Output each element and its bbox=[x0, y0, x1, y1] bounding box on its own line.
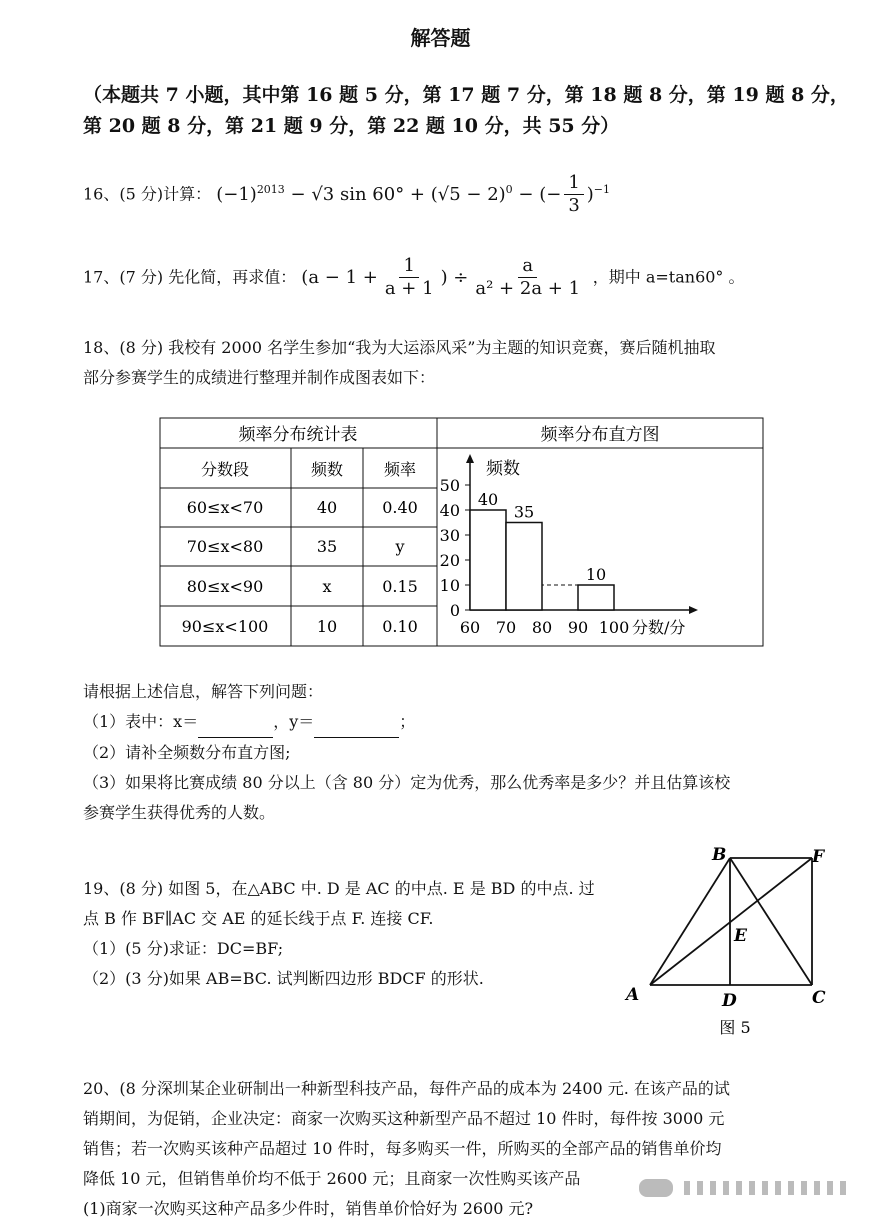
table-cell: y bbox=[395, 537, 405, 556]
answer-blank-x[interactable] bbox=[198, 707, 273, 738]
question-16 bbox=[83, 172, 610, 217]
y-tick-label: 0 bbox=[449, 601, 460, 620]
y-tick-label: 20 bbox=[439, 551, 460, 570]
label-f: F bbox=[812, 847, 825, 867]
expr-part: ) ÷ bbox=[440, 266, 469, 288]
question-19-sub2: （2）(3 分)如果 AB=BC. 试判断四边形 BDCF 的形状. bbox=[83, 969, 484, 988]
segment-af bbox=[650, 858, 812, 985]
fraction-numerator: a bbox=[518, 255, 537, 278]
sub1-x-label: （1）表中：x＝ bbox=[83, 712, 199, 731]
question-20-line2: 销期间，为促销，企业决定：商家一次购买这种新型产品不超过 10 件时，每件按 3000 元 bbox=[83, 1109, 725, 1128]
fraction bbox=[564, 172, 583, 217]
geometry-figure-5 bbox=[620, 840, 850, 1045]
table-title: 频率分布统计表 bbox=[238, 425, 358, 445]
question-19 bbox=[83, 874, 653, 994]
figure-caption: 图 5 bbox=[719, 1018, 751, 1037]
fraction-numerator: 1 bbox=[564, 172, 583, 195]
histogram-bar bbox=[470, 510, 506, 610]
question-19-line1: 19、(8 分) 如图 5，在△ABC 中. D 是 AC 的中点. E 是 BD 的中点. 过 bbox=[83, 879, 595, 898]
sub1-y-label: ，y＝ bbox=[273, 712, 315, 731]
table-cell: 0.10 bbox=[382, 617, 418, 636]
fraction-denominator: a² + 2a + 1 bbox=[475, 278, 581, 299]
table-cell: 35 bbox=[316, 537, 338, 556]
question-18-sub1 bbox=[83, 707, 863, 738]
question-17-label: 17、(7 分) 先化简，再求值： bbox=[83, 267, 297, 287]
question-19-sub1: （1）(5 分)求证：DC=BF; bbox=[83, 939, 284, 958]
expr-exponent: 0 bbox=[505, 182, 513, 196]
table-cell: 80≤x<90 bbox=[186, 577, 264, 596]
question-20-line3: 销售；若一次购买该种产品超过 10 件时，每多购买一件，所购买的全部产品的销售单价均 bbox=[83, 1139, 722, 1158]
x-tick-label: 90 bbox=[567, 618, 589, 637]
segment-bc bbox=[730, 858, 812, 985]
question-17-expression bbox=[301, 255, 592, 299]
table-cell: x bbox=[322, 577, 332, 596]
question-18-stem bbox=[83, 333, 863, 393]
question-17-tail: ，期中 a=tan60° 。 bbox=[592, 267, 745, 287]
table-cell: 10 bbox=[316, 617, 338, 636]
table-cell: 0.15 bbox=[382, 577, 418, 596]
section-title: 解答题 bbox=[410, 26, 471, 50]
y-tick-label: 10 bbox=[439, 576, 460, 595]
fraction-numerator: 1 bbox=[399, 255, 418, 278]
y-axis-label: 频数 bbox=[486, 459, 520, 479]
sub1-end: ； bbox=[399, 712, 416, 731]
table-cell: 40 bbox=[316, 498, 338, 517]
question-18-line1: 18、(8 分) 我校有 2000 名学生参加“我为大运添风采”为主题的知识竞赛，赛后随机抽取 bbox=[83, 338, 716, 357]
y-tick-label: 50 bbox=[439, 476, 460, 495]
question-20-line4: 降低 10 元，但销售单价均不低于 2600 元；且商家一次性购买该产品 bbox=[83, 1169, 581, 1188]
y-tick-label: 30 bbox=[439, 526, 460, 545]
bar-value-label: 40 bbox=[477, 490, 499, 509]
table-header-score: 分数段 bbox=[200, 460, 250, 479]
question-18-sub3-line2: 参赛学生获得优秀的人数。 bbox=[83, 803, 276, 822]
label-d: D bbox=[722, 991, 737, 1011]
expr-exponent: 2013 bbox=[256, 182, 285, 196]
x-tick-label: 70 bbox=[495, 618, 517, 637]
fraction bbox=[381, 255, 438, 300]
question-18-sub2: （2）请补全频数分布直方图; bbox=[83, 743, 291, 762]
segment-ab bbox=[650, 858, 730, 985]
table-cell: 0.40 bbox=[382, 498, 418, 517]
histogram-bar bbox=[578, 585, 614, 610]
label-a: A bbox=[626, 985, 640, 1005]
question-18-figure bbox=[150, 410, 775, 650]
question-20-line1: 20、(8 分深圳某企业研制出一种新型科技产品，每件产品的成本为 2400 元. 在该产品的试 bbox=[83, 1079, 730, 1098]
x-tick-label: 80 bbox=[531, 618, 553, 637]
histogram bbox=[440, 454, 698, 637]
section-intro: （本题共 7 小题，其中第 16 题 5 分，第 17 题 7 分，第 18 题 8 分，第 19 题 8 分，第 20 题 8 分，第 21 题 9 分，第 22 题 10 分，共 55 分） bbox=[83, 84, 849, 137]
x-tick-label: 60 bbox=[459, 618, 481, 637]
label-b: B bbox=[712, 845, 727, 865]
question-18-sub3-line1: （3）如果将比赛成绩 80 分以上（含 80 分）定为优秀，那么优秀率是多少？并且估算该校 bbox=[83, 773, 731, 792]
label-c: C bbox=[812, 988, 826, 1008]
expr-part: − (− bbox=[512, 183, 562, 205]
bar-value-label: 10 bbox=[585, 565, 607, 584]
expr-exponent: −1 bbox=[593, 182, 611, 196]
bar-value-label: 35 bbox=[513, 502, 535, 522]
y-tick-label: 40 bbox=[439, 501, 460, 520]
expr-part: ) bbox=[586, 183, 594, 205]
question-16-expression bbox=[216, 172, 611, 216]
table-cell: 70≤x<80 bbox=[186, 537, 264, 556]
question-18-prompt: 请根据上述信息，解答下列问题： bbox=[83, 682, 324, 701]
table-cell: 90≤x<100 bbox=[181, 617, 269, 636]
table-header-frequency: 频数 bbox=[310, 460, 344, 479]
question-16-label: 16、(5 分)计算： bbox=[83, 184, 212, 204]
histogram-bar bbox=[506, 523, 542, 611]
table-header-rate: 频率 bbox=[383, 460, 417, 479]
question-18-subs bbox=[83, 677, 863, 828]
question-17 bbox=[83, 255, 745, 300]
chart-title: 频率分布直方图 bbox=[540, 425, 660, 445]
fraction-denominator: a + 1 bbox=[384, 278, 434, 299]
question-20-line5: (1)商家一次购买这种产品多少件时，销售单价恰好为 2600 元? bbox=[83, 1199, 534, 1218]
x-axis-arrow bbox=[689, 606, 698, 614]
question-18-line2: 部分参赛学生的成绩进行整理并制作成图表如下： bbox=[83, 368, 436, 387]
fraction-denominator: 3 bbox=[568, 195, 580, 216]
y-axis-arrow bbox=[466, 454, 474, 463]
watermark-mark bbox=[639, 1173, 859, 1203]
x-tick-label: 100 bbox=[598, 618, 630, 637]
table-cell: 60≤x<70 bbox=[186, 498, 264, 517]
question-19-line2: 点 B 作 BF∥AC 交 AE 的延长线于点 F. 连接 CF. bbox=[83, 909, 434, 928]
expr-part: (−1) bbox=[216, 183, 257, 205]
x-axis-label: 分数/分 bbox=[632, 618, 686, 637]
expr-part: (a − 1 + bbox=[301, 266, 378, 288]
answer-blank-y[interactable] bbox=[314, 707, 399, 738]
expr-part: − √3 sin 60° + (√5 − 2) bbox=[284, 183, 506, 205]
label-e: E bbox=[734, 926, 747, 946]
fraction bbox=[471, 255, 584, 300]
